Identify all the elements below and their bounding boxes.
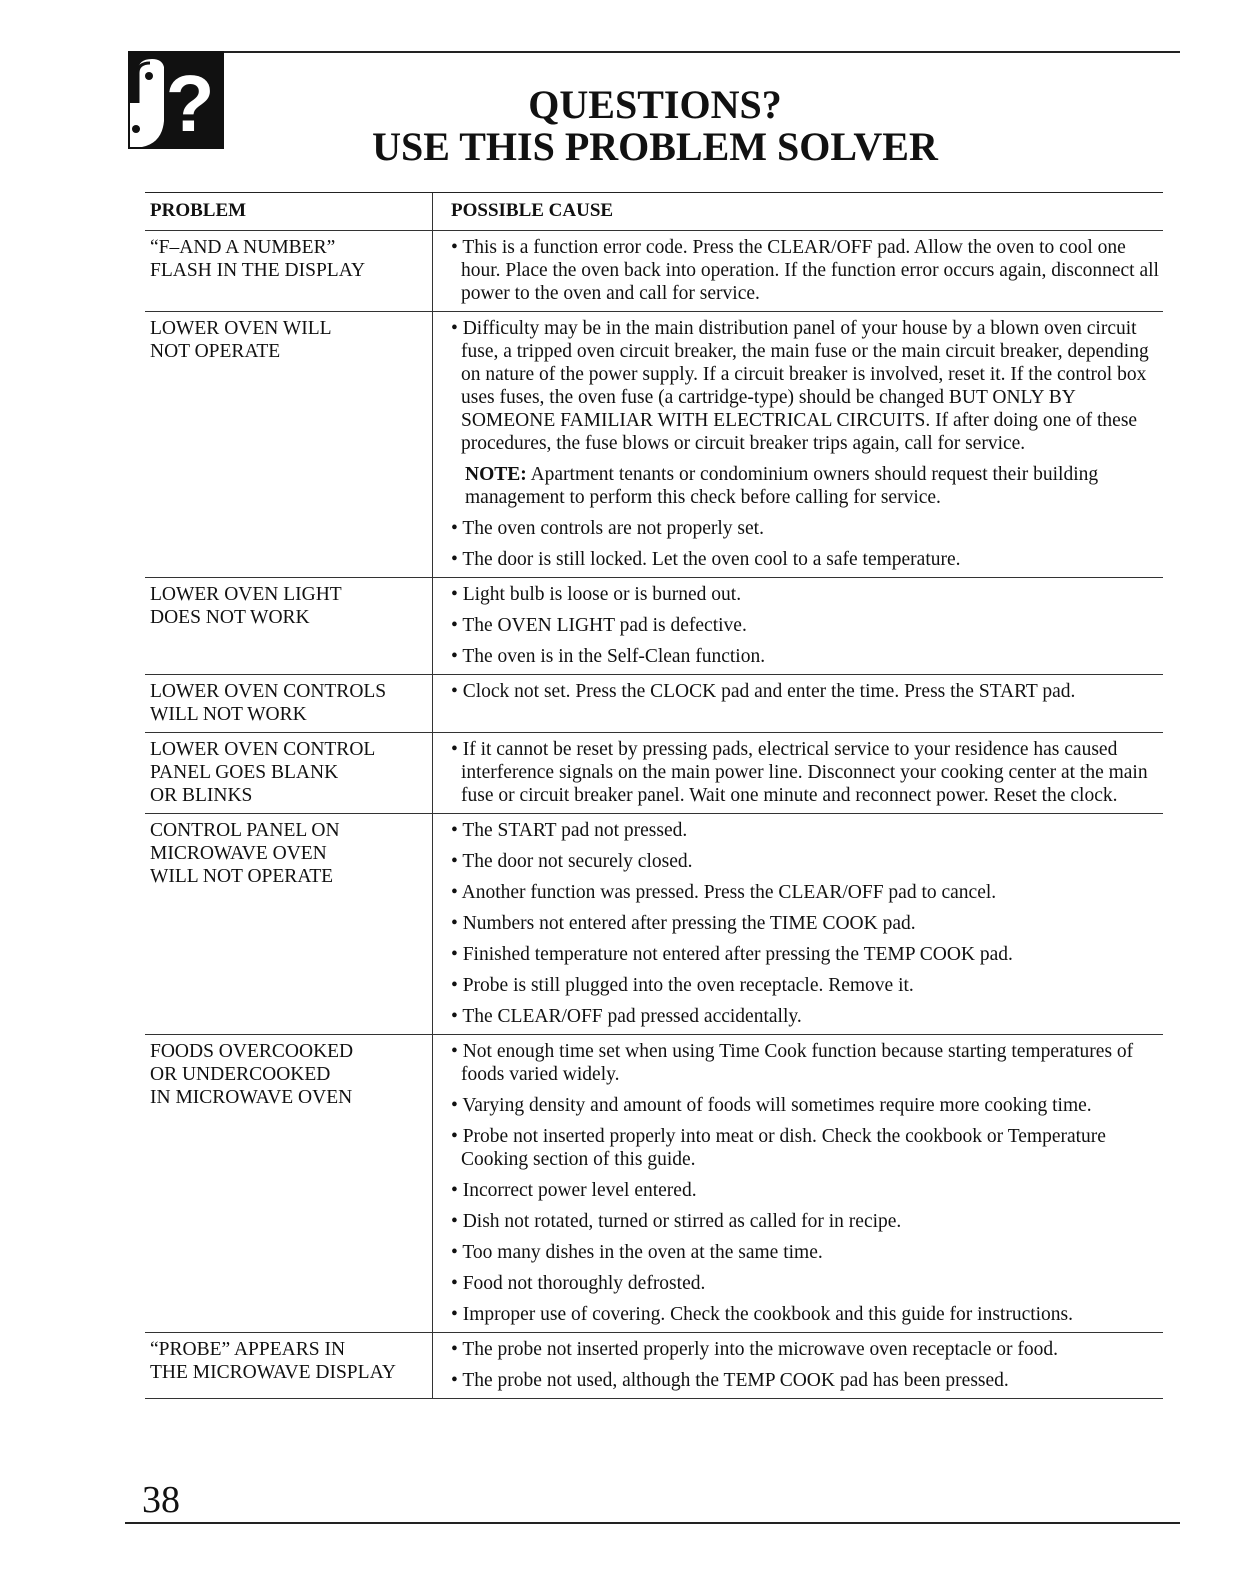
problem-cell xyxy=(145,312,433,577)
cause-item xyxy=(451,881,1163,904)
problem-line: LOWER OVEN CONTROLS xyxy=(150,681,387,702)
header-problem: PROBLEM xyxy=(145,193,433,230)
cause-cell xyxy=(433,675,1163,732)
problem-cell xyxy=(145,578,433,674)
table-row xyxy=(145,312,1163,578)
problem-cell xyxy=(145,733,433,813)
cause-item xyxy=(451,317,1163,455)
svg-text:?: ? xyxy=(165,59,215,148)
table-row xyxy=(145,1035,1163,1333)
cause-item xyxy=(451,1369,1163,1392)
cause-item xyxy=(451,1179,1163,1202)
problem-line: OR BLINKS xyxy=(150,785,253,806)
cause-text: • The door is still locked. Let the oven cool to a safe temperature. xyxy=(451,549,961,570)
cause-item xyxy=(451,1005,1163,1028)
problem-line: FOODS OVERCOOKED xyxy=(150,1041,354,1062)
bottom-rule xyxy=(125,1522,1180,1524)
problem-line: IN MICROWAVE OVEN xyxy=(150,1087,353,1108)
cause-text: • Dish not rotated, turned or stirred as called for in recipe. xyxy=(451,1211,902,1232)
cause-item xyxy=(451,548,1163,571)
cause-text: Apartment tenants or condominium owners should request their building management to perform this check before calling for service. xyxy=(465,464,1099,508)
cause-item xyxy=(451,1303,1163,1326)
cause-item xyxy=(451,912,1163,935)
cause-text: • Varying density and amount of foods will sometimes require more cooking time. xyxy=(451,1095,1092,1116)
cause-item xyxy=(451,645,1163,668)
cause-text: • The oven is in the Self-Clean function. xyxy=(451,646,766,667)
cause-text: • Incorrect power level entered. xyxy=(451,1180,697,1201)
table-row xyxy=(145,814,1163,1035)
cause-item xyxy=(451,1272,1163,1295)
problem-cell xyxy=(145,814,433,1034)
problem-line: PANEL GOES BLANK xyxy=(150,762,339,783)
problem-line: DOES NOT WORK xyxy=(150,607,310,628)
cause-text: • Probe not inserted properly into meat or dish. Check the cookbook or Temperature Cooking section of this guide. xyxy=(451,1126,1106,1170)
problem-cell xyxy=(145,1333,433,1398)
cause-text: • Food not thoroughly defrosted. xyxy=(451,1273,706,1294)
cause-text: • The CLEAR/OFF pad pressed accidentally. xyxy=(451,1006,802,1027)
cause-cell xyxy=(433,733,1163,813)
cause-cell xyxy=(433,1035,1163,1332)
cause-text: • Another function was pressed. Press the CLEAR/OFF pad to cancel. xyxy=(451,882,997,903)
cause-text: • The probe not used, although the TEMP COOK pad has been pressed. xyxy=(451,1370,1009,1391)
cause-item xyxy=(451,943,1163,966)
table-header-row xyxy=(145,193,1163,231)
problem-line: WILL NOT OPERATE xyxy=(150,866,334,887)
top-rule xyxy=(130,51,1180,53)
cause-item xyxy=(451,1094,1163,1117)
problem-solver-table xyxy=(145,192,1163,1399)
cause-text: • The START pad not pressed. xyxy=(451,820,688,841)
cause-item xyxy=(451,236,1163,305)
cause-text: • Numbers not entered after pressing the TIME COOK pad. xyxy=(451,913,916,934)
problem-line: NOT OPERATE xyxy=(150,341,281,362)
note-paragraph xyxy=(451,463,1163,509)
cause-item xyxy=(451,1210,1163,1233)
cause-text: • Light bulb is loose or is burned out. xyxy=(451,584,742,605)
cause-text: • Improper use of covering. Check the cookbook and this guide for instructions. xyxy=(451,1304,1074,1325)
note-label: NOTE: xyxy=(465,464,527,485)
table-row xyxy=(145,1333,1163,1399)
cause-text: • If it cannot be reset by pressing pads, electrical service to your residence has caused interference signals on the main power line. Disconnect your cooking center at the main fuse or circuit breaker panel. Wait one minute and reconnect power. Reset the clock. xyxy=(451,739,1148,806)
cause-text: • Not enough time set when using Time Cook function because starting temperatures of foods varied widely. xyxy=(451,1041,1134,1085)
cause-cell xyxy=(433,814,1163,1034)
cause-item xyxy=(451,1125,1163,1171)
problem-cell xyxy=(145,675,433,732)
problem-line: CONTROL PANEL ON xyxy=(150,820,340,841)
question-mark-face-icon xyxy=(128,51,224,149)
cause-text: • This is a function error code. Press the CLEAR/OFF pad. Allow the oven to cool one hour. Place the oven back into operation. If the function error occurs again, disconnect all power to the oven and call for service. xyxy=(451,237,1159,304)
cause-item xyxy=(451,614,1163,637)
problem-line: LOWER OVEN CONTROL xyxy=(150,739,376,760)
cause-item xyxy=(451,1338,1163,1361)
problem-line: THE MICROWAVE DISPLAY xyxy=(150,1362,396,1383)
cause-item xyxy=(451,1241,1163,1264)
header-possible-cause: POSSIBLE CAUSE xyxy=(451,200,614,221)
cause-text: • Difficulty may be in the main distribution panel of your house by a blown oven circuit fuse, a tripped oven circuit breaker, the main fuse or the main circuit breaker, depending on nature of the power supply. If a circuit breaker is involved, reset it. If the control box uses fuses, the oven fuse (a cartridge-type) should be changed BUT ONLY BY SOMEONE FAMILIAR WITH ELECTRICAL CIRCUITS. If after doing one of these procedures, the fuse blows or circuit breaker trips again, call for service. xyxy=(451,318,1149,454)
table-row xyxy=(145,675,1163,733)
problem-cell xyxy=(145,231,433,311)
cause-text: • Finished temperature not entered after pressing the TEMP COOK pad. xyxy=(451,944,1013,965)
cause-item xyxy=(451,819,1163,842)
cause-text: • Clock not set. Press the CLOCK pad and enter the time. Press the START pad. xyxy=(451,681,1076,702)
cause-text: • Too many dishes in the oven at the same time. xyxy=(451,1242,823,1263)
cause-item xyxy=(451,583,1163,606)
cause-item xyxy=(451,974,1163,997)
cause-text: • The OVEN LIGHT pad is defective. xyxy=(451,615,747,636)
table-row xyxy=(145,578,1163,675)
problem-line: OR UNDERCOOKED xyxy=(150,1064,331,1085)
title-line-2: USE THIS PROBLEM SOLVER xyxy=(372,124,938,169)
cause-cell xyxy=(433,578,1163,674)
problem-line: “F–AND A NUMBER” xyxy=(150,237,336,258)
problem-line: WILL NOT WORK xyxy=(150,704,307,725)
problem-cell xyxy=(145,1035,433,1332)
page-number: 38 xyxy=(142,1479,180,1521)
cause-cell xyxy=(433,1333,1163,1398)
page-title xyxy=(330,84,980,168)
cause-item xyxy=(451,1040,1163,1086)
table-row xyxy=(145,733,1163,814)
cause-item xyxy=(451,680,1163,703)
problem-line: MICROWAVE OVEN xyxy=(150,843,327,864)
cause-text: • The oven controls are not properly set. xyxy=(451,518,764,539)
table-row xyxy=(145,231,1163,312)
cause-text: • The door not securely closed. xyxy=(451,851,693,872)
problem-line: LOWER OVEN WILL xyxy=(150,318,332,339)
cause-cell xyxy=(433,231,1163,311)
problem-line: LOWER OVEN LIGHT xyxy=(150,584,342,605)
title-line-1: QUESTIONS? xyxy=(528,82,782,127)
cause-text: • Probe is still plugged into the oven receptacle. Remove it. xyxy=(451,975,914,996)
cause-item xyxy=(451,517,1163,540)
cause-text: • The probe not inserted properly into the microwave oven receptacle or food. xyxy=(451,1339,1058,1360)
cause-cell xyxy=(433,312,1163,577)
problem-line: “PROBE” APPEARS IN xyxy=(150,1339,346,1360)
problem-line: FLASH IN THE DISPLAY xyxy=(150,260,366,281)
cause-item xyxy=(451,850,1163,873)
cause-item xyxy=(451,738,1163,807)
